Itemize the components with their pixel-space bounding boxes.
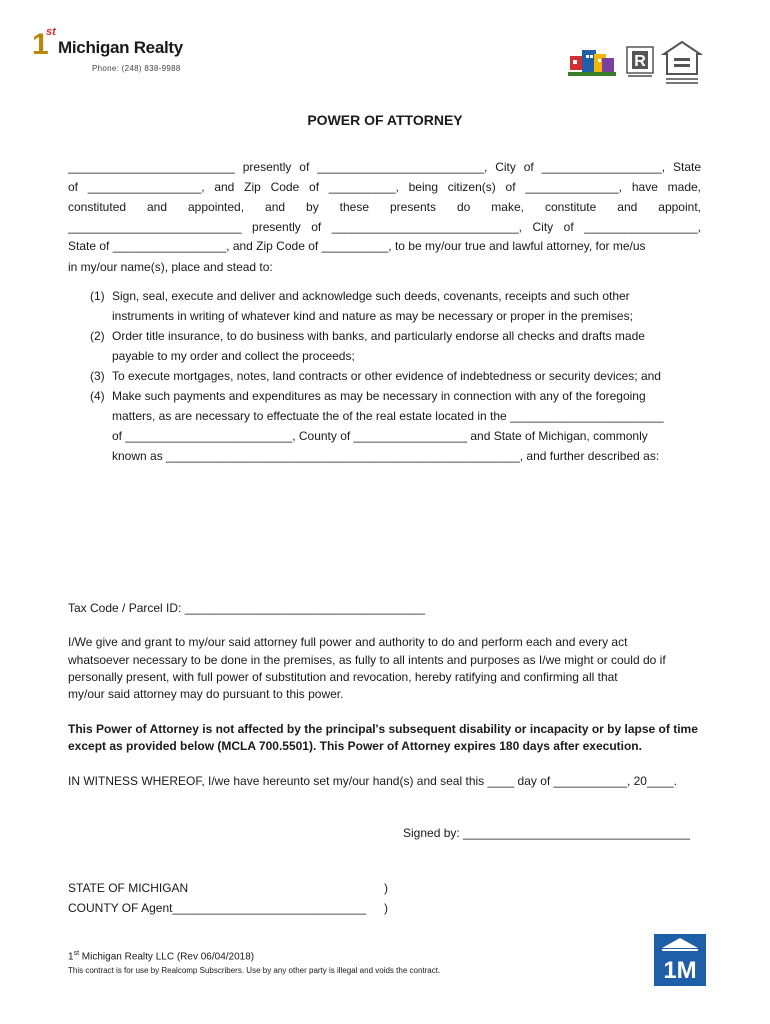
county-field: COUNTY OF Agent_____________________________: [68, 901, 367, 915]
list-text: instruments in writing of whatever kind and nature as may be necessary or proper in the premises;: [112, 309, 633, 323]
equal-housing-icon: [660, 40, 704, 86]
list-text: Order title insurance, to do business with banks, and particularly endorse all checks and drafts made: [112, 329, 645, 343]
witness-line: IN WITNESS WHEREOF, I/we have hereunto set my/our hand(s) and seal this ____ day of ___________, 20____.: [68, 774, 677, 788]
notice-line2: except as provided below (MCLA 700.5501). This Power of Attorney expires 180 days after execution.: [68, 739, 642, 753]
list-text: Make such payments and expenditures as may be necessary in connection with any of the foregoing: [112, 389, 646, 403]
1m-badge-icon: [654, 934, 706, 986]
list-text: payable to my order and collect the proceeds;: [112, 349, 355, 363]
footer-one: 1: [68, 951, 74, 963]
footer-st: st: [73, 950, 80, 957]
realtor-icon: [626, 46, 654, 80]
list-text: known as _____________________________________________________, and further described as:: [112, 449, 660, 463]
signed-by-field: Signed by: __________________________________: [403, 826, 690, 840]
grant-line2: whatsoever necessary to be done in the premises, as fully to all intents and purposes as I/we might or could do if: [68, 653, 666, 667]
state-label: STATE OF MICHIGAN: [68, 881, 189, 895]
grant-line4: my/our said attorney may do pursuant to this power.: [68, 687, 344, 701]
header-icons: [568, 40, 704, 88]
list-number: (2): [90, 329, 105, 343]
page-title: POWER OF ATTORNEY: [307, 112, 463, 128]
footer-company: [68, 947, 254, 964]
tax-code-field: Tax Code / Parcel ID: ____________________________________: [68, 601, 425, 615]
para1-line5: State of _________________, and Zip Code of __________, to be my/our true and lawful attorney, for me/us: [68, 239, 646, 253]
badge-text: 1M: [663, 957, 697, 984]
bracket-1: ): [384, 881, 388, 895]
para1-line4: __________________________ presently of ____________________________, City of _________________,: [68, 220, 701, 234]
notice-line1: This Power of Attorney is not affected by the principal's subsequent disability or incapacity or by lapse of time: [68, 722, 698, 736]
para1-line6: in my/our name(s), place and stead to:: [68, 260, 273, 274]
logo-one: 1: [32, 28, 49, 61]
footer-disclaimer: This contract is for use by Realcomp Subscribers. Use by any other party is illegal and voids the contract.: [68, 966, 441, 975]
list-number: (3): [90, 369, 105, 383]
list-number: (4): [90, 389, 105, 403]
houses-logo-icon: [568, 46, 616, 78]
para1-line1: _________________________ presently of _________________________, City of __________________, State: [68, 160, 701, 174]
list-text: To execute mortgages, notes, land contracts or other evidence of indebtedness or security devices; and: [112, 369, 661, 383]
logo-st: st: [46, 26, 56, 38]
company-logo: [32, 28, 202, 64]
grant-line3: personally present, with full power of substitution and revocation, hereby ratifying and confirming all that: [68, 670, 618, 684]
list-text: Sign, seal, execute and deliver and acknowledge such deeds, covenants, receipts and such other: [112, 289, 630, 303]
svg-text:R: R: [634, 53, 646, 70]
para1-line3: constituted and appointed, and by these presents do make, constitute and appoint,: [68, 200, 701, 214]
list-text: matters, as are necessary to effectuate the of the real estate located in the _______________________: [112, 409, 664, 423]
para1-line2: of _________________, and Zip Code of __________, being citizen(s) of ______________, have made,: [68, 180, 701, 194]
bracket-2: ): [384, 901, 388, 915]
footer-company-name: Michigan Realty LLC (Rev 06/04/2018): [79, 951, 255, 963]
list-number: (1): [90, 289, 105, 303]
phone-number: Phone: (248) 838-9988: [92, 64, 181, 73]
logo-text: Michigan Realty: [58, 38, 183, 57]
grant-line1: I/We give and grant to my/our said attorney full power and authority to do and perform each and every act: [68, 635, 628, 649]
list-text: of _________________________, County of _________________ and State of Michigan, commonly: [112, 429, 648, 443]
